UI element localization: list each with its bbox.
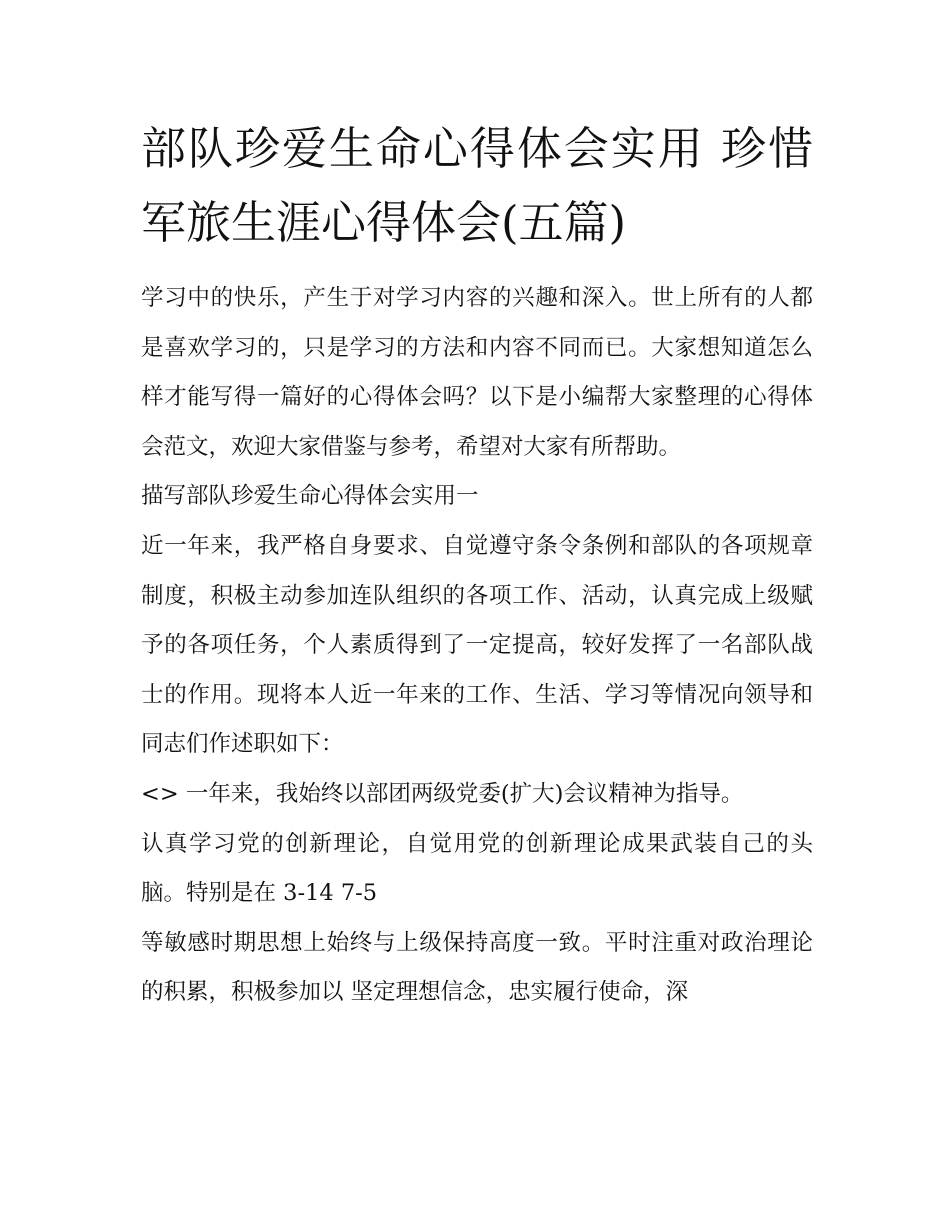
body-paragraph: 等敏感时期思想上始终与上级保持高度一致。平时注重对政治理论的积累，积极参加以 坚定理想信念，忠实履行使命，深 [141,929,813,1006]
document-body [141,112,813,1018]
body-paragraph: 认真学习党的创新理论，自觉用党的创新理论成果武装自己的头脑。特别是在 3-14 7-5 [141,830,813,907]
section-heading: 描写部队珍爱生命心得体会实用一 [141,483,479,510]
body-paragraph: 近一年来，我严格自身要求、自觉遵守条令条例和部队的各项规章制度，积极主动参加连队组织的各项工作、活动，认真完成上级赋予的各项任务，个人素质得到了一定提高，较好发挥了一名部队战士的作用。现将本人近一年来的工作、生活、学习等情况向领导和同志们作述职如下： [141,532,813,758]
document-title: 部队珍爱生命心得体会实用 珍惜军旅生涯心得体会(五篇) [141,122,813,249]
body-paragraph: <> 一年来，我始终以部团两级党委(扩大)会议精神为指导。 [141,780,744,807]
intro-paragraph: 学习中的快乐，产生于对学习内容的兴趣和深入。世上所有的人都是喜欢学习的，只是学习的方法和内容不同而已。大家想知道怎么样才能写得一篇好的心得体会吗？以下是小编帮大家整理的心得体会范文，欢迎大家借鉴与参考，希望对大家有所帮助。 [141,285,813,460]
